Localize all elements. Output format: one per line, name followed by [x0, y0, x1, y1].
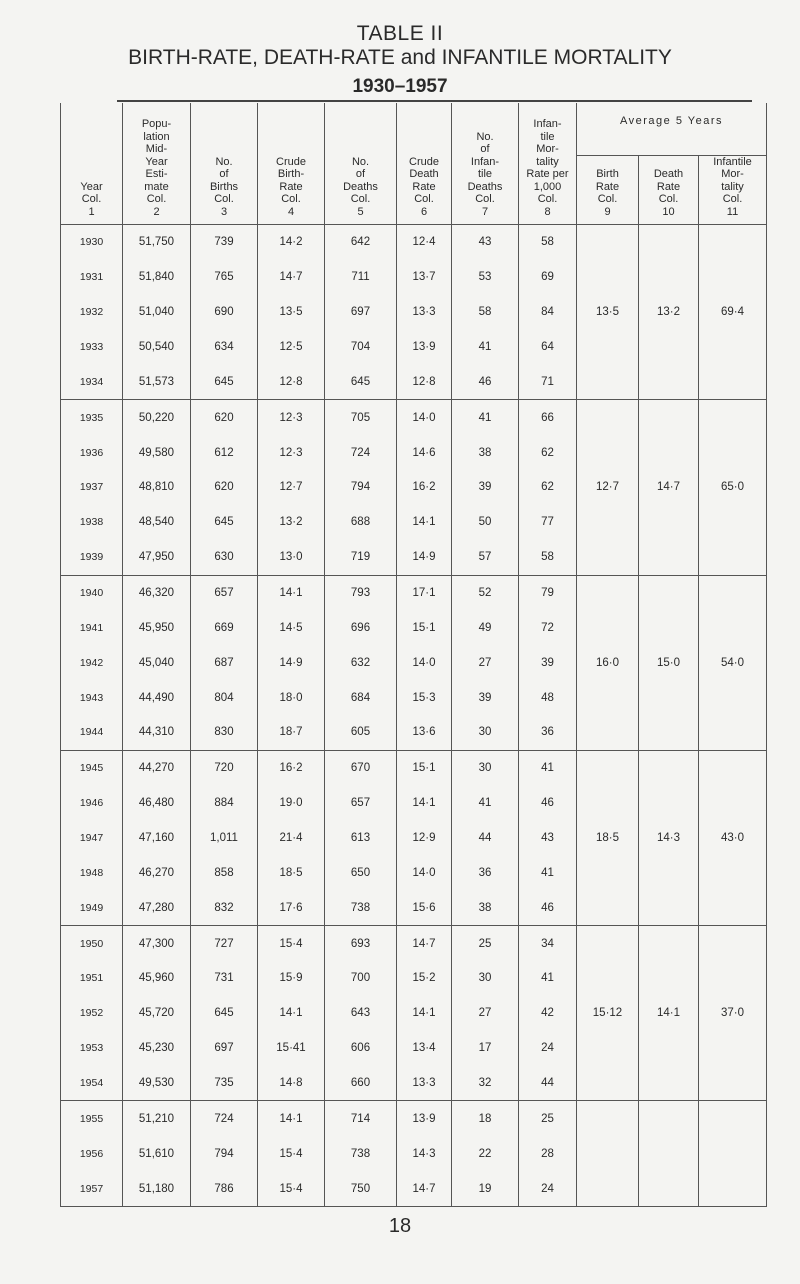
table-row [61, 1101, 767, 1136]
cell-deaths: 711 [325, 260, 397, 295]
cell-population: 50,540 [123, 330, 191, 365]
cell-year: 1940 [61, 575, 123, 610]
cell-infant-mortality: 34 [519, 926, 577, 961]
header-population: Popu- lation Mid- Year Esti- mate Col. 2 [123, 103, 191, 225]
table-header [61, 103, 767, 225]
cell-deaths: 670 [325, 750, 397, 785]
cell-infant-deaths: 27 [452, 996, 519, 1031]
cell-death-rate: 14·1 [397, 786, 452, 821]
cell-birth-rate: 17·6 [258, 890, 325, 925]
cell-birth-rate: 15·4 [258, 1136, 325, 1171]
year-group [61, 926, 767, 1101]
cell-infant-deaths: 19 [452, 1171, 519, 1206]
cell-infant-deaths: 58 [452, 295, 519, 330]
cell-birth-rate: 15·4 [258, 1171, 325, 1206]
cell-death-rate: 13·6 [397, 715, 452, 750]
cell-avg-infant-mortality: 65·0 [699, 400, 767, 575]
cell-infant-mortality: 71 [519, 364, 577, 399]
cell-year: 1942 [61, 645, 123, 680]
cell-death-rate: 15·1 [397, 750, 452, 785]
cell-population: 47,160 [123, 821, 191, 856]
cell-infant-deaths: 41 [452, 400, 519, 435]
cell-population: 51,573 [123, 364, 191, 399]
page-number: 18 [388, 1215, 412, 1237]
cell-birth-rate: 12·7 [258, 470, 325, 505]
cell-birth-rate: 14·2 [258, 225, 325, 260]
cell-birth-rate: 14·1 [258, 575, 325, 610]
cell-year: 1938 [61, 505, 123, 540]
year-group [61, 750, 767, 925]
title-rule [117, 100, 752, 102]
cell-death-rate: 15·2 [397, 961, 452, 996]
statistics-table [60, 103, 767, 1207]
table-row [61, 926, 767, 961]
cell-infant-deaths: 18 [452, 1101, 519, 1136]
cell-infant-deaths: 30 [452, 715, 519, 750]
cell-population: 44,310 [123, 715, 191, 750]
cell-infant-deaths: 27 [452, 645, 519, 680]
cell-year: 1947 [61, 821, 123, 856]
cell-birth-rate: 14·9 [258, 645, 325, 680]
cell-infant-deaths: 36 [452, 855, 519, 890]
cell-avg-infant-mortality [699, 1101, 767, 1207]
cell-year: 1945 [61, 750, 123, 785]
cell-births: 720 [191, 750, 258, 785]
cell-births: 884 [191, 786, 258, 821]
cell-deaths: 660 [325, 1066, 397, 1101]
cell-births: 620 [191, 400, 258, 435]
cell-infant-mortality: 48 [519, 680, 577, 715]
cell-avg-infant-mortality: 69·4 [699, 225, 767, 400]
cell-infant-deaths: 39 [452, 470, 519, 505]
cell-deaths: 793 [325, 575, 397, 610]
cell-population: 48,540 [123, 505, 191, 540]
cell-death-rate: 14·7 [397, 1171, 452, 1206]
cell-death-rate: 14·7 [397, 926, 452, 961]
cell-deaths: 719 [325, 540, 397, 575]
cell-death-rate: 13·7 [397, 260, 452, 295]
cell-births: 765 [191, 260, 258, 295]
cell-births: 832 [191, 890, 258, 925]
cell-births: 786 [191, 1171, 258, 1206]
cell-death-rate: 15·6 [397, 890, 452, 925]
cell-death-rate: 16·2 [397, 470, 452, 505]
cell-birth-rate: 15·4 [258, 926, 325, 961]
cell-birth-rate: 14·8 [258, 1066, 325, 1101]
cell-death-rate: 13·3 [397, 295, 452, 330]
cell-death-rate: 13·3 [397, 1066, 452, 1101]
cell-infant-mortality: 28 [519, 1136, 577, 1171]
cell-infant-mortality: 64 [519, 330, 577, 365]
cell-infant-deaths: 39 [452, 680, 519, 715]
cell-population: 51,610 [123, 1136, 191, 1171]
year-group [61, 400, 767, 575]
cell-infant-mortality: 66 [519, 400, 577, 435]
cell-population: 49,580 [123, 435, 191, 470]
header-average-5-years: Average 5 Years [577, 103, 767, 155]
cell-avg-birth-rate: 18·5 [577, 750, 639, 925]
cell-population: 48,810 [123, 470, 191, 505]
cell-infant-deaths: 25 [452, 926, 519, 961]
cell-infant-mortality: 79 [519, 575, 577, 610]
cell-infant-mortality: 24 [519, 1031, 577, 1066]
cell-infant-mortality: 41 [519, 750, 577, 785]
cell-infant-deaths: 53 [452, 260, 519, 295]
cell-year: 1950 [61, 926, 123, 961]
header-infant-mortality: Infan- tile Mor- tality Rate per 1,000 Col. 8 [519, 103, 577, 225]
cell-births: 669 [191, 610, 258, 645]
cell-infant-deaths: 57 [452, 540, 519, 575]
cell-year: 1955 [61, 1101, 123, 1136]
header-births: No. of Births Col. 3 [191, 103, 258, 225]
header-avg-death-rate: Death Rate Col. 10 [639, 155, 699, 225]
cell-population: 45,230 [123, 1031, 191, 1066]
year-group [61, 575, 767, 750]
cell-infant-deaths: 50 [452, 505, 519, 540]
cell-population: 47,950 [123, 540, 191, 575]
cell-deaths: 705 [325, 400, 397, 435]
cell-year: 1933 [61, 330, 123, 365]
cell-infant-mortality: 46 [519, 786, 577, 821]
cell-population: 45,720 [123, 996, 191, 1031]
cell-births: 630 [191, 540, 258, 575]
statistics-table-container [60, 103, 766, 1207]
cell-births: 645 [191, 505, 258, 540]
cell-deaths: 632 [325, 645, 397, 680]
cell-deaths: 693 [325, 926, 397, 961]
cell-birth-rate: 14·1 [258, 996, 325, 1031]
cell-births: 804 [191, 680, 258, 715]
cell-infant-mortality: 77 [519, 505, 577, 540]
cell-birth-rate: 19·0 [258, 786, 325, 821]
cell-deaths: 657 [325, 786, 397, 821]
cell-births: 620 [191, 470, 258, 505]
cell-infant-deaths: 38 [452, 890, 519, 925]
header-death-rate: Crude Death Rate Col. 6 [397, 103, 452, 225]
cell-infant-mortality: 39 [519, 645, 577, 680]
cell-avg-infant-mortality: 37·0 [699, 926, 767, 1101]
table-period: 1930–1957 [352, 76, 448, 97]
cell-deaths: 684 [325, 680, 397, 715]
cell-year: 1956 [61, 1136, 123, 1171]
cell-death-rate: 12·8 [397, 364, 452, 399]
cell-births: 634 [191, 330, 258, 365]
cell-births: 612 [191, 435, 258, 470]
cell-year: 1932 [61, 295, 123, 330]
cell-deaths: 700 [325, 961, 397, 996]
cell-year: 1953 [61, 1031, 123, 1066]
cell-avg-birth-rate: 12·7 [577, 400, 639, 575]
cell-population: 49,530 [123, 1066, 191, 1101]
header-birth-rate: Crude Birth- Rate Col. 4 [258, 103, 325, 225]
table-title: BIRTH-RATE, DEATH-RATE and INFANTILE MORTALITY [128, 46, 672, 69]
cell-avg-infant-mortality: 54·0 [699, 575, 767, 750]
cell-birth-rate: 14·5 [258, 610, 325, 645]
cell-birth-rate: 12·3 [258, 435, 325, 470]
cell-birth-rate: 18·7 [258, 715, 325, 750]
cell-avg-birth-rate [577, 1101, 639, 1207]
table-number: TABLE II [356, 22, 444, 45]
cell-death-rate: 12·4 [397, 225, 452, 260]
cell-birth-rate: 16·2 [258, 750, 325, 785]
cell-birth-rate: 18·0 [258, 680, 325, 715]
cell-births: 687 [191, 645, 258, 680]
cell-year: 1934 [61, 364, 123, 399]
cell-infant-mortality: 46 [519, 890, 577, 925]
header-infant-deaths: No. of Infan- tile Deaths Col. 7 [452, 103, 519, 225]
cell-avg-death-rate: 13·2 [639, 225, 699, 400]
cell-infant-deaths: 38 [452, 435, 519, 470]
cell-death-rate: 13·9 [397, 330, 452, 365]
cell-births: 724 [191, 1101, 258, 1136]
cell-death-rate: 12·9 [397, 821, 452, 856]
header-avg-infant-mortality: Infantile Mor- tality Col. 11 [699, 155, 767, 225]
header-deaths: No. of Deaths Col. 5 [325, 103, 397, 225]
table-row [61, 400, 767, 435]
cell-deaths: 724 [325, 435, 397, 470]
cell-birth-rate: 15·9 [258, 961, 325, 996]
header-avg-birth-rate: Birth Rate Col. 9 [577, 155, 639, 225]
cell-infant-mortality: 69 [519, 260, 577, 295]
cell-population: 44,270 [123, 750, 191, 785]
cell-year: 1939 [61, 540, 123, 575]
cell-births: 645 [191, 364, 258, 399]
cell-infant-mortality: 62 [519, 435, 577, 470]
cell-deaths: 643 [325, 996, 397, 1031]
cell-infant-deaths: 52 [452, 575, 519, 610]
cell-death-rate: 15·1 [397, 610, 452, 645]
cell-infant-deaths: 46 [452, 364, 519, 399]
cell-year: 1948 [61, 855, 123, 890]
cell-birth-rate: 21·4 [258, 821, 325, 856]
cell-birth-rate: 13·2 [258, 505, 325, 540]
cell-deaths: 650 [325, 855, 397, 890]
cell-death-rate: 14·3 [397, 1136, 452, 1171]
cell-death-rate: 14·9 [397, 540, 452, 575]
cell-infant-mortality: 62 [519, 470, 577, 505]
cell-infant-deaths: 30 [452, 750, 519, 785]
cell-infant-deaths: 41 [452, 330, 519, 365]
cell-year: 1943 [61, 680, 123, 715]
cell-births: 727 [191, 926, 258, 961]
cell-year: 1941 [61, 610, 123, 645]
cell-deaths: 696 [325, 610, 397, 645]
cell-deaths: 697 [325, 295, 397, 330]
cell-infant-mortality: 72 [519, 610, 577, 645]
cell-deaths: 642 [325, 225, 397, 260]
cell-birth-rate: 12·3 [258, 400, 325, 435]
cell-infant-mortality: 41 [519, 855, 577, 890]
cell-death-rate: 14·0 [397, 645, 452, 680]
year-group [61, 225, 767, 400]
cell-deaths: 606 [325, 1031, 397, 1066]
header-year: Year Col. 1 [61, 103, 123, 225]
cell-year: 1952 [61, 996, 123, 1031]
cell-deaths: 738 [325, 1136, 397, 1171]
cell-deaths: 645 [325, 364, 397, 399]
cell-deaths: 704 [325, 330, 397, 365]
cell-avg-death-rate: 14·7 [639, 400, 699, 575]
cell-birth-rate: 12·5 [258, 330, 325, 365]
cell-population: 51,840 [123, 260, 191, 295]
cell-births: 735 [191, 1066, 258, 1101]
cell-death-rate: 14·1 [397, 996, 452, 1031]
cell-birth-rate: 14·7 [258, 260, 325, 295]
cell-infant-deaths: 49 [452, 610, 519, 645]
cell-avg-death-rate: 15·0 [639, 575, 699, 750]
cell-population: 45,950 [123, 610, 191, 645]
cell-population: 51,040 [123, 295, 191, 330]
cell-births: 645 [191, 996, 258, 1031]
cell-birth-rate: 12·8 [258, 364, 325, 399]
cell-population: 46,480 [123, 786, 191, 821]
cell-births: 1,011 [191, 821, 258, 856]
table-row [61, 750, 767, 785]
cell-infant-deaths: 41 [452, 786, 519, 821]
cell-year: 1931 [61, 260, 123, 295]
cell-deaths: 714 [325, 1101, 397, 1136]
cell-deaths: 688 [325, 505, 397, 540]
cell-year: 1930 [61, 225, 123, 260]
cell-death-rate: 13·9 [397, 1101, 452, 1136]
cell-avg-death-rate: 14·3 [639, 750, 699, 925]
cell-infant-mortality: 58 [519, 540, 577, 575]
cell-population: 50,220 [123, 400, 191, 435]
cell-avg-birth-rate: 13·5 [577, 225, 639, 400]
cell-year: 1951 [61, 961, 123, 996]
cell-death-rate: 14·6 [397, 435, 452, 470]
cell-births: 858 [191, 855, 258, 890]
cell-population: 47,300 [123, 926, 191, 961]
cell-infant-mortality: 25 [519, 1101, 577, 1136]
cell-population: 51,180 [123, 1171, 191, 1206]
cell-death-rate: 13·4 [397, 1031, 452, 1066]
cell-avg-birth-rate: 16·0 [577, 575, 639, 750]
cell-year: 1949 [61, 890, 123, 925]
cell-birth-rate: 15·41 [258, 1031, 325, 1066]
cell-deaths: 750 [325, 1171, 397, 1206]
cell-population: 44,490 [123, 680, 191, 715]
cell-year: 1954 [61, 1066, 123, 1101]
cell-infant-deaths: 43 [452, 225, 519, 260]
cell-infant-deaths: 17 [452, 1031, 519, 1066]
cell-infant-deaths: 22 [452, 1136, 519, 1171]
cell-birth-rate: 18·5 [258, 855, 325, 890]
cell-population: 47,280 [123, 890, 191, 925]
cell-births: 739 [191, 225, 258, 260]
cell-year: 1936 [61, 435, 123, 470]
cell-births: 830 [191, 715, 258, 750]
year-group [61, 1101, 767, 1207]
cell-infant-mortality: 36 [519, 715, 577, 750]
cell-deaths: 613 [325, 821, 397, 856]
cell-infant-deaths: 44 [452, 821, 519, 856]
cell-deaths: 605 [325, 715, 397, 750]
cell-births: 697 [191, 1031, 258, 1066]
cell-year: 1937 [61, 470, 123, 505]
cell-population: 51,750 [123, 225, 191, 260]
cell-population: 46,270 [123, 855, 191, 890]
cell-death-rate: 14·0 [397, 400, 452, 435]
cell-infant-mortality: 84 [519, 295, 577, 330]
cell-death-rate: 15·3 [397, 680, 452, 715]
cell-infant-mortality: 41 [519, 961, 577, 996]
cell-death-rate: 14·0 [397, 855, 452, 890]
cell-avg-infant-mortality: 43·0 [699, 750, 767, 925]
cell-year: 1946 [61, 786, 123, 821]
table-row [61, 225, 767, 260]
cell-infant-deaths: 32 [452, 1066, 519, 1101]
cell-death-rate: 17·1 [397, 575, 452, 610]
cell-birth-rate: 13·0 [258, 540, 325, 575]
cell-infant-mortality: 58 [519, 225, 577, 260]
table-row [61, 575, 767, 610]
cell-infant-mortality: 44 [519, 1066, 577, 1101]
cell-avg-death-rate [639, 1101, 699, 1207]
cell-births: 657 [191, 575, 258, 610]
cell-population: 46,320 [123, 575, 191, 610]
cell-births: 731 [191, 961, 258, 996]
cell-birth-rate: 13·5 [258, 295, 325, 330]
cell-avg-birth-rate: 15·12 [577, 926, 639, 1101]
cell-deaths: 738 [325, 890, 397, 925]
cell-infant-mortality: 42 [519, 996, 577, 1031]
cell-avg-death-rate: 14·1 [639, 926, 699, 1101]
cell-population: 45,960 [123, 961, 191, 996]
cell-infant-deaths: 30 [452, 961, 519, 996]
cell-births: 794 [191, 1136, 258, 1171]
cell-year: 1935 [61, 400, 123, 435]
cell-death-rate: 14·1 [397, 505, 452, 540]
cell-year: 1957 [61, 1171, 123, 1206]
cell-births: 690 [191, 295, 258, 330]
cell-population: 51,210 [123, 1101, 191, 1136]
cell-deaths: 794 [325, 470, 397, 505]
cell-birth-rate: 14·1 [258, 1101, 325, 1136]
cell-infant-mortality: 43 [519, 821, 577, 856]
cell-population: 45,040 [123, 645, 191, 680]
cell-year: 1944 [61, 715, 123, 750]
cell-infant-mortality: 24 [519, 1171, 577, 1206]
